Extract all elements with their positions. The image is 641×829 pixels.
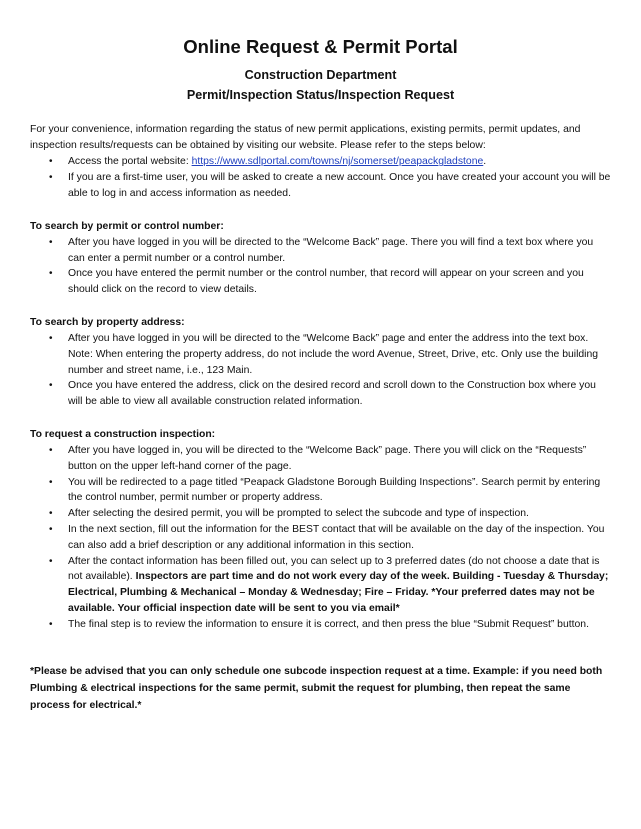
bullet-icon: • (49, 172, 53, 184)
bullet-icon: • (49, 555, 53, 567)
bullet-icon: • (49, 476, 53, 488)
section-heading-permit: To search by permit or control number: (30, 220, 224, 232)
list-item (30, 554, 611, 617)
list-item-text: Access the portal website: (68, 156, 192, 168)
bullet-icon: • (49, 444, 53, 456)
list-item (30, 235, 611, 267)
permit-list (30, 235, 611, 298)
list-item (30, 506, 611, 522)
inspection-list (30, 443, 611, 633)
list-item-text: In the next section, fill out the information for the BEST contact that will be available on the day of the inspection. You can also add a brief description or any additional information in this section. (68, 523, 605, 551)
list-item (30, 617, 611, 633)
section-subtitle: Permit/Inspection Status/Inspection Request (186, 88, 455, 102)
page-title: Online Request & Permit Portal (183, 36, 458, 57)
list-item (30, 154, 611, 170)
schedule-notice-bold: Inspectors are part time and do not work every day of the week. Building - Tuesday & Thursday; Electrical, Plumbing & Mechanical – Monday & Wednesday; Fire – Friday. *Your preferred dates may not be available. Your official inspection date will be sent to you via email* (68, 571, 609, 614)
bullet-icon: • (49, 332, 53, 344)
list-item (30, 475, 611, 507)
list-item-text: After you have logged in you will be directed to the “Welcome Back” page. There you will find a text box where you can enter a permit number or a control number. (68, 236, 594, 264)
list-item-text: Once you have entered the address, click on the desired record and scroll down to the Construction box where you will be able to view all available construction related information. (68, 380, 596, 408)
list-item-text: If you are a first-time user, you will be asked to create a new account. Once you have created your account you will be able to log in and access information as needed. (68, 172, 611, 199)
list-item-text: You will be redirected to a page titled “Peapack Gladstone Borough Building Inspections”. Search permit by entering the control number, permit number or property address. (68, 476, 601, 504)
intro-list (30, 154, 611, 201)
portal-link[interactable]: https://www.sdlportal.com/towns/nj/somerset/peapackgladstone (191, 156, 484, 168)
bullet-icon: • (49, 618, 53, 630)
list-item (30, 331, 611, 378)
bullet-icon: • (49, 380, 53, 392)
bullet-icon: • (49, 508, 53, 520)
list-item-text: After you have logged in you will be directed to the “Welcome Back” page and enter the address into the text box. Note: When entering the property address, do not include the word Avenue, Street, Drive, etc. Only use the building number and street name, i.e., 123 Main. (68, 332, 599, 376)
section-heading-property: To search by property address: (30, 316, 185, 328)
list-item-text: Once you have entered the permit number or the control number, that record will appear on your screen and you should click on the record to view details. (68, 268, 584, 296)
list-item-text: After the contact information has been filled out, you can select up to 3 preferred dates (do not choose a date that is not available). (68, 555, 600, 583)
section-heading-inspection: To request a construction inspection: (30, 428, 216, 440)
list-item (30, 170, 611, 202)
property-list (30, 331, 611, 410)
advisory-notice: *Please be advised that you can only schedule one subcode inspection request at a time. Example: if you need both Plumbing & electrical inspections for the same permit, submit the request for plumbing, then repeat the same process for electrical.* (30, 665, 603, 711)
department-subtitle: Construction Department (244, 68, 397, 82)
bullet-icon: • (49, 268, 53, 280)
list-item-text: . (483, 156, 487, 168)
list-item (30, 443, 611, 475)
list-item (30, 522, 611, 554)
list-item-text: After you have logged in, you will be directed to the “Welcome Back” page. There you will click on the “Requests” button on the upper left-hand corner of the page. (68, 444, 587, 472)
bullet-icon: • (49, 156, 53, 168)
list-item-text: After selecting the desired permit, you will be prompted to select the subcode and type of inspection. (68, 508, 529, 520)
intro-paragraph: For your convenience, information regarding the status of new permit applications, existing permits, permit updates, and inspection results/requests can be obtained by visiting our website. Please refer to the steps below: (30, 124, 581, 152)
list-item (30, 266, 611, 298)
list-item-text: The final step is to review the information to ensure it is correct, and then press the blue “Submit Request” button. (68, 618, 589, 630)
list-item (30, 378, 611, 410)
bullet-icon: • (49, 523, 53, 535)
bullet-icon: • (49, 236, 53, 248)
